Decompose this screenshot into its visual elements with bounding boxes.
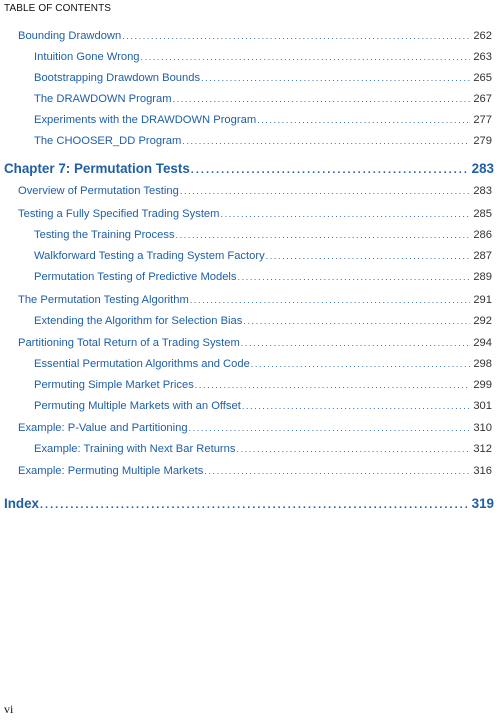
toc-entry-bootstrapping-drawdown-bounds[interactable] <box>34 72 492 84</box>
toc-entry-page: 279 <box>473 135 492 147</box>
toc-entry-drawdown-program[interactable] <box>34 93 492 105</box>
dot-leader <box>220 209 470 219</box>
toc-entry-page: 285 <box>473 208 492 220</box>
toc-entry-index[interactable] <box>4 496 494 511</box>
toc-entry-page: 299 <box>473 379 492 391</box>
toc-entry-title: Walkforward Testing a Trading System Factory <box>34 250 265 262</box>
dot-leader <box>236 444 470 454</box>
toc-entry-intuition-gone-wrong[interactable] <box>34 51 492 63</box>
toc-entry-page: 283 <box>471 161 494 176</box>
toc-entry-title: Testing the Training Process <box>34 229 175 241</box>
dot-leader <box>189 423 471 433</box>
toc-entry-experiments-drawdown[interactable] <box>34 114 492 126</box>
toc-entry-page: 283 <box>473 185 492 197</box>
dot-leader <box>141 52 471 62</box>
toc-entry-chooser-dd-program[interactable] <box>34 135 492 147</box>
toc-entry-title: Permuting Simple Market Prices <box>34 379 194 391</box>
dot-leader <box>40 499 469 511</box>
toc-entry-permutation-predictive-models[interactable] <box>34 271 492 283</box>
toc-entry-title: Example: Training with Next Bar Returns <box>34 443 236 455</box>
dot-leader <box>243 316 470 326</box>
toc-entry-title: Bounding Drawdown <box>18 30 122 42</box>
dot-leader <box>182 136 470 146</box>
dot-leader <box>176 230 471 240</box>
toc-entry-title: Bootstrapping Drawdown Bounds <box>34 72 201 84</box>
toc-entry-title: The Permutation Testing Algorithm <box>18 294 189 306</box>
dot-leader <box>257 115 470 125</box>
dot-leader <box>122 31 470 41</box>
toc-entry-chapter-7[interactable] <box>4 161 494 176</box>
toc-entry-title: The CHOOSER_DD Program <box>34 135 182 147</box>
dot-leader <box>195 380 471 390</box>
toc-entry-page: 310 <box>473 422 492 434</box>
toc-entry-page: 292 <box>473 315 492 327</box>
toc-entry-page: 291 <box>473 294 492 306</box>
toc-entry-page: 319 <box>471 496 494 511</box>
dot-leader <box>201 73 470 83</box>
toc-entry-title: Chapter 7: Permutation Tests <box>4 161 190 176</box>
toc-entry-testing-training-process[interactable] <box>34 229 492 241</box>
toc-entry-title: Intuition Gone Wrong <box>34 51 140 63</box>
dot-leader <box>242 401 470 411</box>
toc-entry-example-next-bar-returns[interactable] <box>34 443 492 455</box>
toc-entry-bounding-drawdown[interactable] <box>18 30 492 42</box>
toc-entry-page: 298 <box>473 358 492 370</box>
running-head: TABLE OF CONTENTS <box>4 3 112 14</box>
toc-entry-example-p-value[interactable] <box>18 422 492 434</box>
toc-entry-title: Index <box>4 496 39 511</box>
dot-leader <box>180 186 470 196</box>
toc-entry-permuting-multiple-offset[interactable] <box>34 400 492 412</box>
toc-entry-title: Partitioning Total Return of a Trading System <box>18 337 240 349</box>
toc-entry-title: Extending the Algorithm for Selection Bias <box>34 315 243 327</box>
toc-entry-page: 277 <box>473 114 492 126</box>
dot-leader <box>191 164 469 176</box>
toc-entry-essential-permutation-algorithms[interactable] <box>34 358 492 370</box>
toc-entry-title: Experiments with the DRAWDOWN Program <box>34 114 257 126</box>
dot-leader <box>238 272 471 282</box>
toc-entry-title: Permutation Testing of Predictive Models <box>34 271 237 283</box>
toc-entry-title: Example: Permuting Multiple Markets <box>18 465 204 477</box>
dot-leader <box>241 338 471 348</box>
toc-entry-page: 287 <box>473 250 492 262</box>
toc-entry-page: 286 <box>473 229 492 241</box>
toc-entry-permutation-algorithm[interactable] <box>18 294 492 306</box>
toc-entry-title: Overview of Permutation Testing <box>18 185 179 197</box>
page-folio: vi <box>4 702 14 716</box>
dot-leader <box>251 359 471 369</box>
dot-leader <box>204 466 470 476</box>
toc-entry-selection-bias[interactable] <box>34 315 492 327</box>
toc-entry-title: The DRAWDOWN Program <box>34 93 172 105</box>
toc-entry-title: Testing a Fully Specified Trading System <box>18 208 220 220</box>
dot-leader <box>266 251 471 261</box>
toc-entry-testing-fully-specified[interactable] <box>18 208 492 220</box>
toc-entry-walkforward-testing[interactable] <box>34 250 492 262</box>
toc-entry-example-permuting-multiple[interactable] <box>18 465 492 477</box>
toc-entry-page: 263 <box>473 51 492 63</box>
toc-entry-permuting-simple-prices[interactable] <box>34 379 492 391</box>
toc-entry-overview-permutation-testing[interactable] <box>18 185 492 197</box>
toc-entry-page: 294 <box>473 337 492 349</box>
toc-entry-page: 301 <box>473 400 492 412</box>
toc-entry-page: 312 <box>473 443 492 455</box>
toc-entry-page: 262 <box>473 30 492 42</box>
dot-leader <box>190 295 471 305</box>
toc-entry-title: Essential Permutation Algorithms and Code <box>34 358 250 370</box>
dot-leader <box>173 94 471 104</box>
toc-entry-page: 267 <box>473 93 492 105</box>
toc-entry-partitioning-total-return[interactable] <box>18 337 492 349</box>
toc-entry-page: 265 <box>473 72 492 84</box>
toc-entry-page: 316 <box>473 465 492 477</box>
toc-entry-title: Example: P-Value and Partitioning <box>18 422 188 434</box>
toc-entry-page: 289 <box>473 271 492 283</box>
toc-entry-title: Permuting Multiple Markets with an Offset <box>34 400 241 412</box>
